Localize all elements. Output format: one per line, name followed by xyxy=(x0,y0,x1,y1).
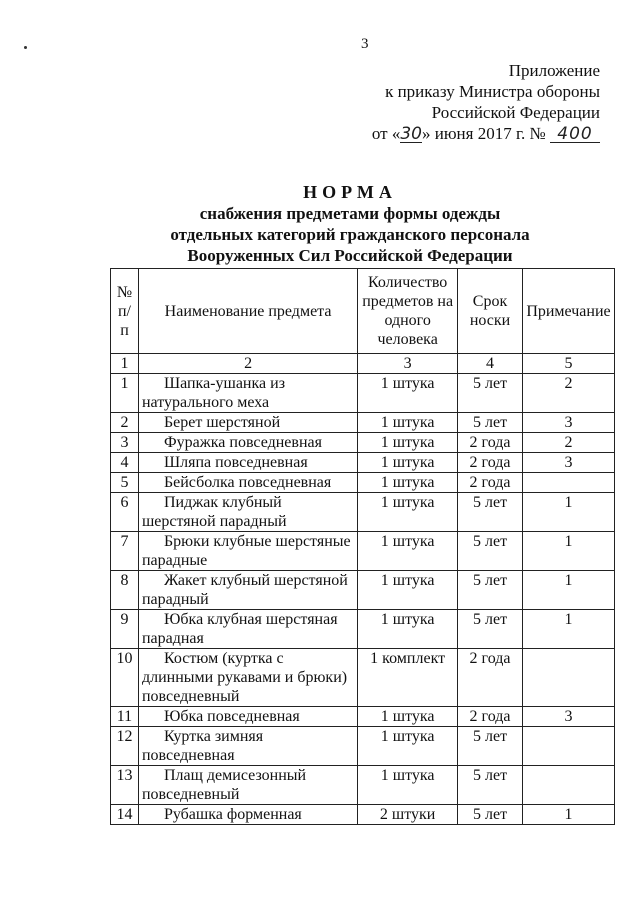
scan-speck xyxy=(24,46,27,49)
cell-note: 2 xyxy=(522,433,614,453)
cell-num: 1 xyxy=(111,374,139,413)
cell-num: 6 xyxy=(111,493,139,532)
cell-name: Берет шерстяной xyxy=(138,413,357,433)
document-title xyxy=(150,182,550,266)
cell-name: Юбка клубная шерстяная парадная xyxy=(138,610,357,649)
cell-name: Юбка повседневная xyxy=(138,707,357,727)
cell-term: 2 года xyxy=(458,433,523,453)
cell-qty: 2 штуки xyxy=(358,805,458,825)
cell-term: 2 года xyxy=(458,453,523,473)
table-row xyxy=(111,805,615,825)
header-note: Примечание xyxy=(522,269,614,354)
cell-term: 2 года xyxy=(458,649,523,707)
date-middle: » июня 2017 г. № xyxy=(422,124,546,143)
cell-term: 5 лет xyxy=(458,493,523,532)
index-cell: 2 xyxy=(138,354,357,374)
title-line-1: снабжения предметами формы одежды xyxy=(199,204,501,223)
cell-qty: 1 штука xyxy=(358,433,458,453)
cell-num: 2 xyxy=(111,413,139,433)
appendix-country: Российской Федерации xyxy=(431,103,600,122)
cell-note xyxy=(522,766,614,805)
appendix-block xyxy=(345,60,600,144)
title-main: НОРМА xyxy=(303,182,397,202)
cell-term: 5 лет xyxy=(458,766,523,805)
header-term: Срок носки xyxy=(458,269,523,354)
index-cell: 5 xyxy=(522,354,614,374)
cell-num: 4 xyxy=(111,453,139,473)
header-num: № п/п xyxy=(111,269,139,354)
table-row xyxy=(111,571,615,610)
cell-qty: 1 штука xyxy=(358,374,458,413)
cell-note xyxy=(522,649,614,707)
cell-name: Рубашка форменная xyxy=(138,805,357,825)
table-row xyxy=(111,649,615,707)
table-row xyxy=(111,727,615,766)
cell-qty: 1 штука xyxy=(358,610,458,649)
cell-name: Плащ демисезонный повседневный xyxy=(138,766,357,805)
table-row xyxy=(111,766,615,805)
cell-note: 1 xyxy=(522,532,614,571)
table-row xyxy=(111,610,615,649)
cell-term: 5 лет xyxy=(458,532,523,571)
cell-num: 3 xyxy=(111,433,139,453)
order-number-handwritten: 400 xyxy=(550,126,600,143)
cell-name: Жакет клубный шерстяной парадный xyxy=(138,571,357,610)
cell-name: Куртка зимняя повседневная xyxy=(138,727,357,766)
cell-term: 5 лет xyxy=(458,571,523,610)
index-cell: 4 xyxy=(458,354,523,374)
date-prefix: от « xyxy=(371,124,401,143)
appendix-order-ref: к приказу Министра обороны xyxy=(385,82,600,101)
cell-name: Пиджак клубный шерстяной парадный xyxy=(138,493,357,532)
cell-qty: 1 штука xyxy=(358,493,458,532)
norma-table xyxy=(110,268,615,825)
table-row xyxy=(111,374,615,413)
cell-note: 3 xyxy=(522,413,614,433)
appendix-date-line xyxy=(345,123,600,144)
cell-qty: 1 штука xyxy=(358,707,458,727)
cell-qty: 1 штука xyxy=(358,766,458,805)
cell-num: 8 xyxy=(111,571,139,610)
cell-qty: 1 штука xyxy=(358,413,458,433)
cell-note: 3 xyxy=(522,707,614,727)
cell-num: 12 xyxy=(111,727,139,766)
cell-term: 5 лет xyxy=(458,727,523,766)
title-line-2: отдельных категорий гражданского персонала xyxy=(170,225,530,244)
cell-term: 2 года xyxy=(458,473,523,493)
index-cell: 1 xyxy=(111,354,139,374)
appendix-label: Приложение xyxy=(508,61,600,80)
header-qty: Количество предметов на одного человека xyxy=(358,269,458,354)
cell-note: 1 xyxy=(522,610,614,649)
cell-qty: 1 штука xyxy=(358,571,458,610)
cell-note xyxy=(522,473,614,493)
table-row xyxy=(111,707,615,727)
table-row xyxy=(111,493,615,532)
cell-term: 5 лет xyxy=(458,413,523,433)
date-day-handwritten: 30 xyxy=(400,124,422,144)
cell-name: Фуражка повседневная xyxy=(138,433,357,453)
cell-note: 2 xyxy=(522,374,614,413)
cell-term: 2 года xyxy=(458,707,523,727)
cell-note: 1 xyxy=(522,493,614,532)
cell-num: 9 xyxy=(111,610,139,649)
cell-term: 5 лет xyxy=(458,374,523,413)
cell-num: 11 xyxy=(111,707,139,727)
table-row xyxy=(111,413,615,433)
column-index-row xyxy=(111,354,615,374)
table-header-row xyxy=(111,269,615,354)
cell-name: Шляпа повседневная xyxy=(138,453,357,473)
cell-name: Брюки клубные шерстяные парадные xyxy=(138,532,357,571)
cell-name: Шапка-ушанка из натурального меха xyxy=(138,374,357,413)
cell-num: 14 xyxy=(111,805,139,825)
cell-num: 7 xyxy=(111,532,139,571)
page-number: 3 xyxy=(361,36,369,52)
index-cell: 3 xyxy=(358,354,458,374)
table-row xyxy=(111,532,615,571)
cell-qty: 1 штука xyxy=(358,727,458,766)
cell-num: 10 xyxy=(111,649,139,707)
cell-note xyxy=(522,727,614,766)
cell-name: Бейсболка повседневная xyxy=(138,473,357,493)
cell-note: 1 xyxy=(522,571,614,610)
table-row xyxy=(111,473,615,493)
cell-note: 1 xyxy=(522,805,614,825)
cell-note: 3 xyxy=(522,453,614,473)
cell-num: 13 xyxy=(111,766,139,805)
cell-name: Костюм (куртка с длинными рукавами и брюки) повседневный xyxy=(138,649,357,707)
cell-term: 5 лет xyxy=(458,610,523,649)
cell-qty: 1 штука xyxy=(358,453,458,473)
cell-qty: 1 штука xyxy=(358,473,458,493)
table-row xyxy=(111,433,615,453)
cell-qty: 1 штука xyxy=(358,532,458,571)
cell-term: 5 лет xyxy=(458,805,523,825)
table-row xyxy=(111,453,615,473)
title-line-3: Вооруженных Сил Российской Федерации xyxy=(187,246,513,265)
header-name: Наименование предмета xyxy=(138,269,357,354)
cell-qty: 1 комплект xyxy=(358,649,458,707)
cell-num: 5 xyxy=(111,473,139,493)
